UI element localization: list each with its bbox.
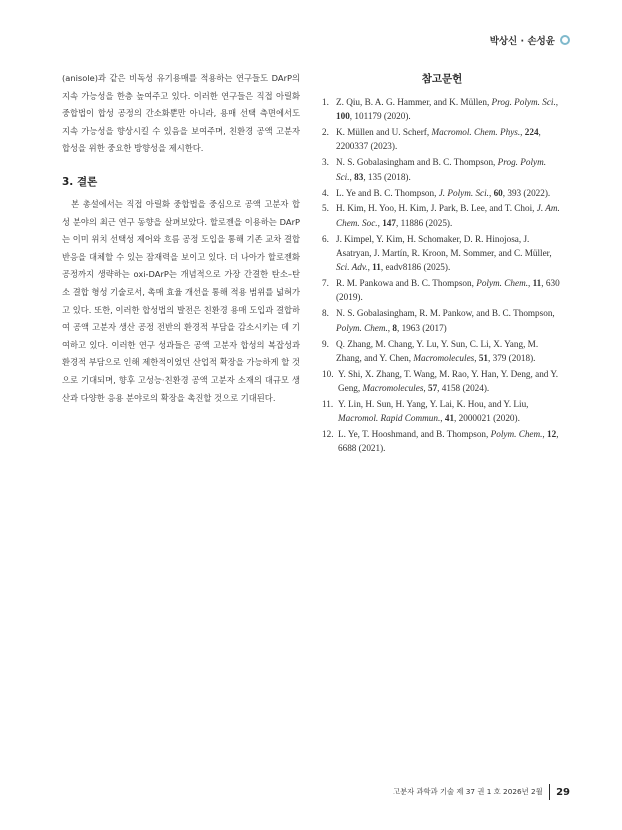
reference-volume: 11 [532, 278, 542, 289]
reference-separator: , [542, 429, 548, 440]
footer-journal-info: 고분자 과학과 기술 제 37 권 1 호 2026년 2월 [393, 787, 543, 796]
reference-item [322, 337, 562, 366]
reference-number: 3. [322, 157, 329, 168]
reference-separator: , [488, 187, 494, 198]
page-number: 29 [556, 786, 570, 798]
reference-number: 4. [322, 187, 329, 198]
references-column [322, 70, 562, 457]
reference-separator: , [423, 382, 428, 393]
intro-paragraph: (anisole)과 같은 비독성 유기용매를 적용하는 연구들도 DArP의 지속 가능성을 한층 높여주고 있다. 이러한 연구들은 직접 아릴화 중합법이 합성 공정의 간소화뿐만 아니라, 용매 선택 측면에서도 지속 가능성을 향상시킬 수 있음을 보여주며, 친환경 공액 고분자 합성을 위한 중요한 방향성을 제시한다. [62, 73, 300, 154]
reference-item [322, 201, 562, 230]
reference-journal: Polym. Chem. [336, 322, 388, 333]
reference-authors: N. S. Gobalasingham, R. M. Pankow, and B. C. Thompson, [336, 308, 555, 319]
reference-journal: Macromolecules [362, 382, 424, 393]
reference-separator: , [555, 97, 559, 107]
references-title: 참고문헌 [421, 73, 463, 85]
reference-authors: L. Ye and B. C. Thompson, [336, 187, 439, 198]
reference-separator: , [528, 278, 533, 289]
reference-journal: J. Polym. Sci. [438, 187, 489, 198]
reference-item [322, 397, 562, 426]
reference-list [322, 95, 562, 456]
reference-journal: Prog. Polym. Sci. [491, 97, 556, 107]
reference-separator: , [349, 171, 355, 182]
reference-journal: Macromol. Chem. Phys. [431, 127, 521, 138]
reference-number: 8. [322, 308, 329, 319]
reference-item [322, 125, 562, 154]
reference-pages-year: , 1963 (2017) [396, 322, 447, 333]
reference-pages-year: , 393 (2022). [502, 187, 551, 198]
reference-authors: H. Kim, H. Yoo, H. Kim, J. Park, B. Lee, and T. Choi, [336, 203, 537, 214]
reference-journal: J. Am. Chem. Soc. [336, 203, 560, 228]
reference-pages-year: , 2200337 (2023). [336, 127, 541, 152]
reference-journal: Prog. Polym. Sci. [336, 157, 547, 182]
reference-number: 2. [322, 127, 329, 138]
ring-bullet-icon [560, 35, 570, 45]
reference-volume: 57 [427, 382, 438, 393]
reference-volume: 8 [392, 322, 397, 333]
section-title-conclusion: 3. 결론 [62, 175, 98, 188]
reference-separator: , [520, 127, 525, 138]
reference-pages-year: , 101179 (2020). [349, 111, 411, 122]
conclusion-paragraph: 본 총설에서는 직접 아릴화 중합법을 중심으로 공액 고분자 합성 분야의 최근 연구 동향을 살펴보았다. 할로젠을 이용하는 DArP는 이미 위치 선택성 제어와 흐름 공정 도입을 통해 기존 교차 결합 반응을 대체할 수 있는 잠재력을 보이고 있다. 더 나아가 할로젠화 공정까지 생략하는 oxi-DArP는 개념적으로 가장 간결한 탄소–탄소 결합 형성 기술로서, 촉매 효율 개선을 통해 적용 범위를 넓혀가고 있다. 또한, 이러한 합성법의 발전은 친환경 용매 도입과 결합하여 공액 고분자 생산 공정 전반의 환경적 부담을 감소시키는 데 기여하고 있다. 이러한 연구 성과들은 공액 고분자 합성의 복잡성과 환경적 부담으로 인해 제한적이었던 산업적 확장을 가능하게 할 것으로 기대되며, 향후 고성능·친환경 공액 고분자 소재의 대규모 생산과 다양한 응용 분야로의 확장을 촉진할 것으로 기대된다. [62, 198, 300, 403]
reference-volume: 11 [372, 262, 381, 273]
reference-separator: , [440, 413, 445, 424]
footer-divider [549, 784, 550, 800]
reference-authors: L. Ye, T. Hooshmand, and B. Thompson, [338, 429, 491, 440]
reference-volume: 60 [493, 187, 503, 198]
reference-authors: Y. Shi, X. Zhang, T. Wang, M. Rao, Y. Han, Y. Deng, and Y. Geng, [338, 368, 559, 393]
reference-pages-year: , 2000021 (2020). [454, 413, 520, 424]
reference-volume: 51 [478, 352, 488, 363]
reference-pages-year: , eadv8186 (2025). [380, 262, 451, 273]
reference-authors: R. M. Pankowa and B. C. Thompson, [336, 278, 477, 289]
reference-authors: N. S. Gobalasingham and B. C. Thompson, [336, 157, 498, 168]
reference-number: 7. [322, 278, 329, 289]
page-footer [393, 784, 570, 800]
header-authors: 박상신 · 손성윤 [489, 36, 555, 47]
reference-number: 6. [322, 233, 329, 244]
reference-journal: Polym. Chem. [490, 429, 543, 440]
reference-journal: Macromolecules [413, 352, 475, 363]
reference-pages-year: , 11886 (2025). [395, 217, 453, 228]
reference-separator: , [377, 217, 383, 228]
running-header [490, 33, 570, 47]
reference-separator: , [474, 352, 479, 363]
reference-authors: Y. Lin, H. Sun, H. Yang, Y. Lai, K. Hou, and Y. Liu, [338, 398, 529, 409]
reference-volume: 147 [382, 217, 396, 228]
reference-journal: Polym. Chem. [476, 278, 528, 289]
reference-journal: Sci. Adv. [336, 262, 368, 273]
reference-item [322, 155, 562, 184]
reference-item [322, 95, 562, 124]
reference-pages-year: , 4158 (2024). [437, 382, 490, 393]
reference-volume: 41 [444, 413, 455, 424]
reference-number: 11. [322, 398, 334, 409]
reference-separator: , [367, 262, 373, 273]
reference-authors: K. Müllen and U. Scherf, [336, 127, 432, 138]
reference-number: 9. [322, 338, 329, 349]
reference-pages-year: , 135 (2018). [363, 171, 411, 182]
reference-volume: 83 [354, 171, 364, 182]
reference-number: 1. [322, 97, 329, 107]
reference-item [322, 367, 562, 396]
reference-authors: J. Kimpel, Y. Kim, H. Schomaker, D. R. Hinojosa, J. Asatryan, J. Martín, R. Kroon, M. Sommer, and C. Müller, [336, 233, 552, 258]
reference-number: 5. [322, 203, 329, 214]
reference-item [322, 276, 562, 305]
reference-volume: 12 [547, 429, 557, 440]
reference-number: 12. [322, 429, 334, 440]
left-column [62, 70, 300, 407]
reference-journal: Macromol. Rapid Commun. [338, 413, 441, 424]
reference-separator: , [387, 322, 393, 333]
reference-item [322, 232, 562, 275]
reference-item [322, 186, 562, 200]
reference-volume: 224 [524, 127, 539, 138]
reference-pages-year: , 6688 (2021). [338, 429, 559, 454]
reference-number: 10. [322, 368, 334, 379]
reference-item [322, 427, 562, 456]
reference-pages-year: , 379 (2018). [488, 352, 536, 363]
reference-authors: Q. Zhang, M. Chang, Y. Lu, Y. Sun, C. Li, X. Yang, M. Zhang, and Y. Chen, [336, 338, 539, 363]
reference-authors: Z. Qiu, B. A. G. Hammer, and K. Müllen, [336, 97, 492, 107]
reference-volume: 100 [336, 111, 350, 122]
reference-pages-year: , 630 (2019). [336, 278, 560, 303]
reference-item [322, 306, 562, 335]
